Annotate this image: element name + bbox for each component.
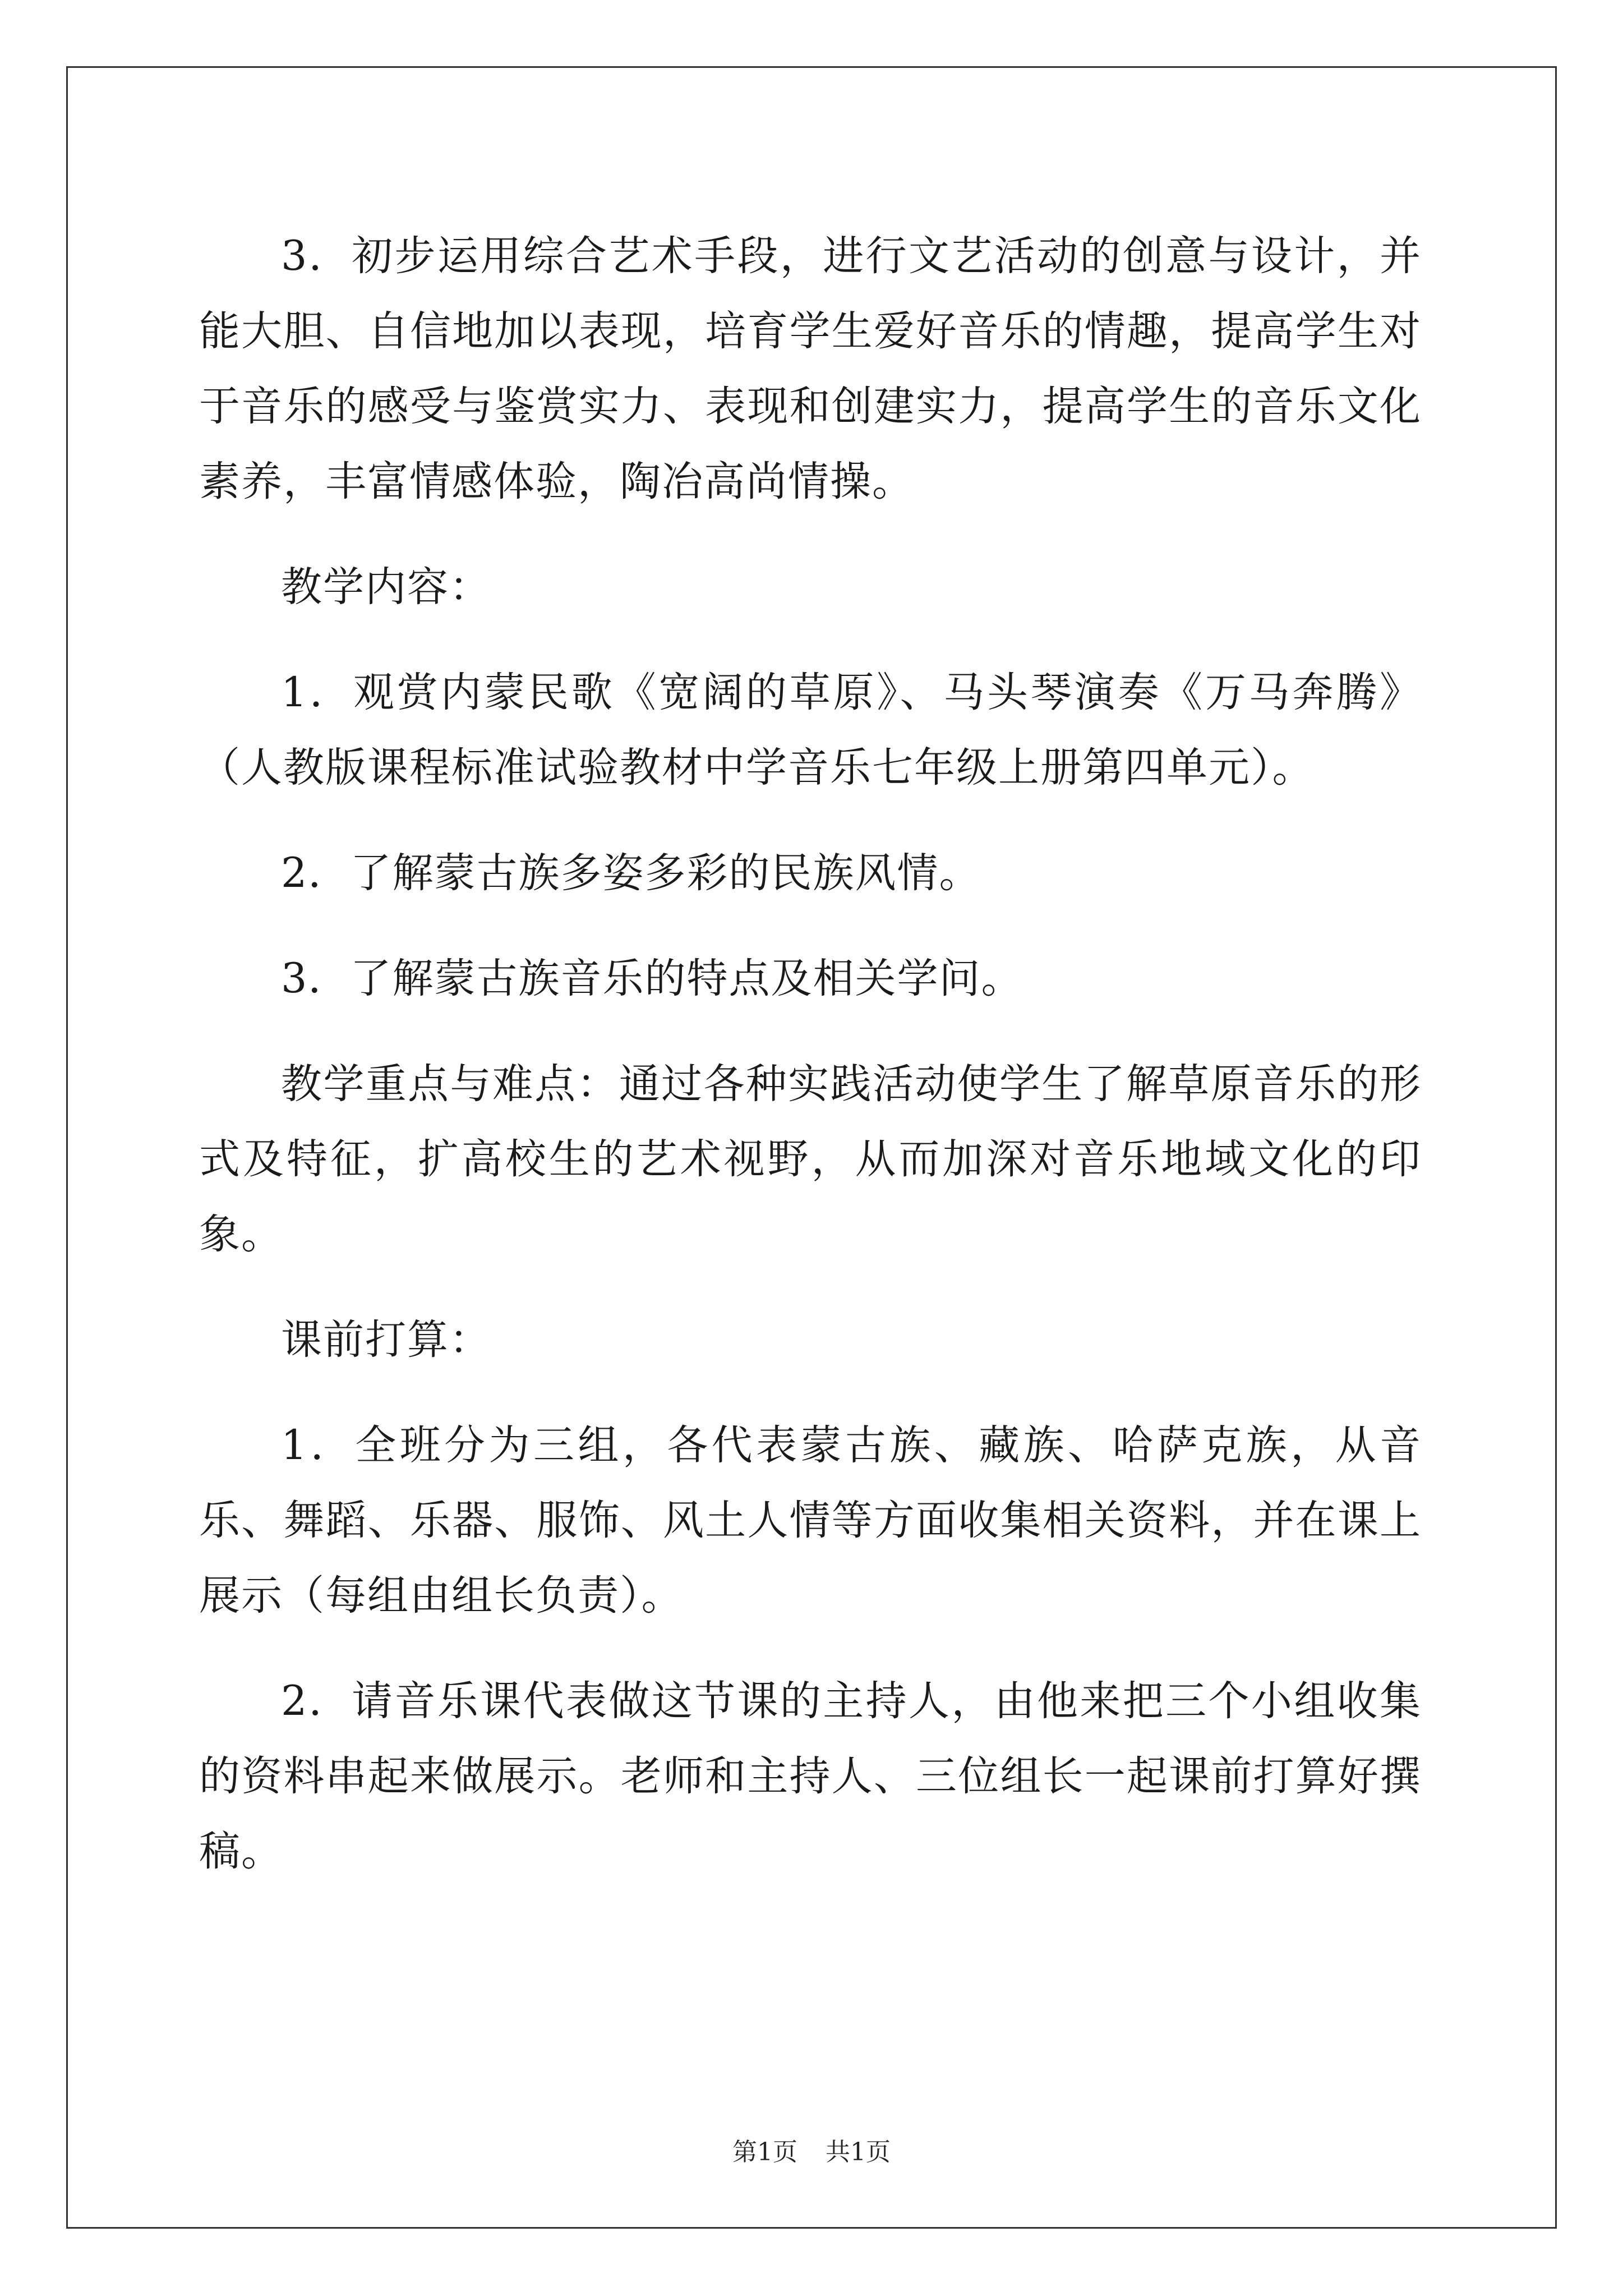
page-number-total: 共1页: [826, 2138, 891, 2166]
paragraph-preparation-1: 1．全班分为三组，各代表蒙古族、藏族、哈萨克族，从音乐、舞蹈、乐器、服饰、风土人情等方面收集相关资料，并在课上展示（每组由组长负责）。: [199, 1421, 1422, 1619]
heading-teaching-content: 教学内容：: [281, 563, 491, 611]
paragraph-preparation-2: 2．请音乐课代表做这节课的主持人，由他来把三个小组收集的资料串起来做展示。老师和主持人、三位组长一起课前打算好撰稿。: [199, 1677, 1422, 1875]
page-number-current: 第1页: [732, 2138, 797, 2166]
paragraph-key-points: 教学重点与难点：通过各种实践活动使学生了解草原音乐的形式及特征，扩高校生的艺术视野，从而加深对音乐地域文化的印象。: [199, 1060, 1422, 1258]
paragraph-objective-3: 3．初步运用综合艺术手段，进行文艺活动的创意与设计，并能大胆、自信地加以表现，培育学生爱好音乐的情趣，提高学生对于音乐的感受与鉴赏实力、表现和创建实力，提高学生的音乐文化素养，丰富情感体验，陶冶高尚情操。: [199, 232, 1422, 505]
paragraph-content-3: 3．了解蒙古族音乐的特点及相关学问。: [281, 955, 1023, 1002]
heading-preparation: 课前打算：: [281, 1316, 491, 1364]
paragraph-content-2: 2．了解蒙古族多姿多彩的民族风情。: [281, 849, 981, 897]
page-footer: [0, 2132, 1623, 2168]
document-body: [199, 219, 1422, 1920]
paragraph-content-1: 1．观赏内蒙民歌《宽阔的草原》、马头琴演奏《万马奔腾》（人教版课程标准试验教材中学音乐七年级上册第四单元）。: [199, 669, 1422, 792]
